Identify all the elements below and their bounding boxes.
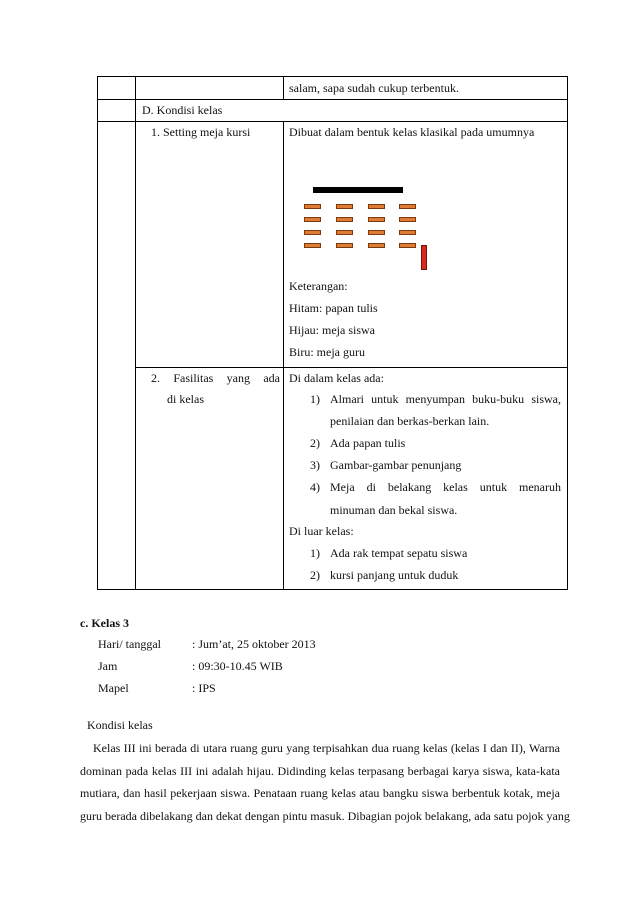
- legend-item: Biru: meja guru: [289, 345, 365, 359]
- list-item: Ada rak tempat sepatu siswa: [330, 546, 468, 560]
- student-desk: [368, 243, 385, 248]
- student-desk: [336, 243, 353, 248]
- outside-title: Di luar kelas:: [289, 524, 354, 538]
- table-row-divider: [97, 99, 568, 100]
- info-label: Jam: [98, 659, 118, 673]
- row1-label: 1. Setting meja kursi: [151, 125, 251, 139]
- student-desk: [368, 230, 385, 235]
- table-bottom-border: [97, 589, 568, 590]
- table-left-border: [97, 76, 98, 590]
- blackboard: [313, 187, 403, 193]
- table-top-border: [97, 76, 568, 77]
- legend-item: Hitam: papan tulis: [289, 301, 378, 315]
- list-item: Almari untuk menyumpan buku-buku siswa,: [330, 392, 561, 406]
- table-row-divider: [97, 121, 568, 122]
- list-item: Ada papan tulis: [330, 436, 406, 450]
- student-desk: [304, 204, 321, 209]
- info-label: Mapel: [98, 681, 129, 695]
- list-item: Meja di belakang kelas untuk menaruh: [330, 480, 561, 494]
- table-column-divider: [283, 76, 284, 100]
- row1-description: Dibuat dalam bentuk kelas klasikal pada umumnya: [289, 125, 535, 139]
- student-desk: [399, 243, 416, 248]
- list-number: 3): [310, 458, 320, 472]
- student-desk: [399, 217, 416, 222]
- student-desk: [304, 230, 321, 235]
- student-desk: [304, 217, 321, 222]
- info-label: Hari/ tanggal: [98, 637, 161, 651]
- list-number: 1): [310, 392, 320, 406]
- legend-title: Keterangan:: [289, 279, 348, 293]
- table-column-divider: [135, 76, 136, 590]
- row2-label-line1: 2. Fasilitas yang ada: [151, 371, 280, 385]
- student-desk: [368, 217, 385, 222]
- student-desk: [399, 204, 416, 209]
- table-right-border: [567, 76, 568, 590]
- list-item-continuation: penilaian dan berkas-berkan lain.: [330, 414, 490, 428]
- table-column-divider: [283, 121, 284, 590]
- list-item: kursi panjang untuk duduk: [330, 568, 459, 582]
- info-value: : IPS: [192, 681, 216, 695]
- first-row-text: salam, sapa sudah cukup terbentuk.: [289, 81, 459, 95]
- row2-label-line2: di kelas: [167, 392, 204, 406]
- student-desk: [336, 230, 353, 235]
- list-number: 1): [310, 546, 320, 560]
- student-desk: [336, 204, 353, 209]
- inside-title: Di dalam kelas ada:: [289, 371, 384, 385]
- legend-item: Hijau: meja siswa: [289, 323, 375, 337]
- teacher-desk: [421, 245, 427, 270]
- list-number: 4): [310, 480, 320, 494]
- student-desk: [336, 217, 353, 222]
- list-number: 2): [310, 568, 320, 582]
- info-value: : 09:30-10.45 WIB: [192, 659, 283, 673]
- student-desk: [399, 230, 416, 235]
- section-heading: c. Kelas 3: [80, 616, 129, 630]
- list-item: Gambar-gambar penunjang: [330, 458, 462, 472]
- student-desk: [368, 204, 385, 209]
- student-desk: [304, 243, 321, 248]
- table-row-divider: [135, 367, 568, 368]
- paragraph-line: mutiara, dan hasil pekerjaan siswa. Penataan ruang kelas atau bangku siswa berbentuk kotak, meja: [80, 786, 560, 800]
- paragraph-line: guru berada dibelakang dan dekat dengan pintu masuk. Dibagian pojok belakang, ada satu pojok yang: [80, 809, 570, 823]
- list-item-continuation: minuman dan bekal siswa.: [330, 503, 458, 517]
- info-value: : Jum’at, 25 oktober 2013: [192, 637, 316, 651]
- paragraph-line: dominan pada kelas III ini adalah hijau. Didinding kelas terpasang berbagai karya siswa, kata-kata: [80, 764, 560, 778]
- section-d-label: D. Kondisi kelas: [142, 103, 223, 117]
- subheading: Kondisi kelas: [87, 718, 153, 732]
- list-number: 2): [310, 436, 320, 450]
- paragraph-line: Kelas III ini berada di utara ruang guru yang terpisahkan dua ruang kelas (kelas I dan II), Warna: [93, 741, 560, 755]
